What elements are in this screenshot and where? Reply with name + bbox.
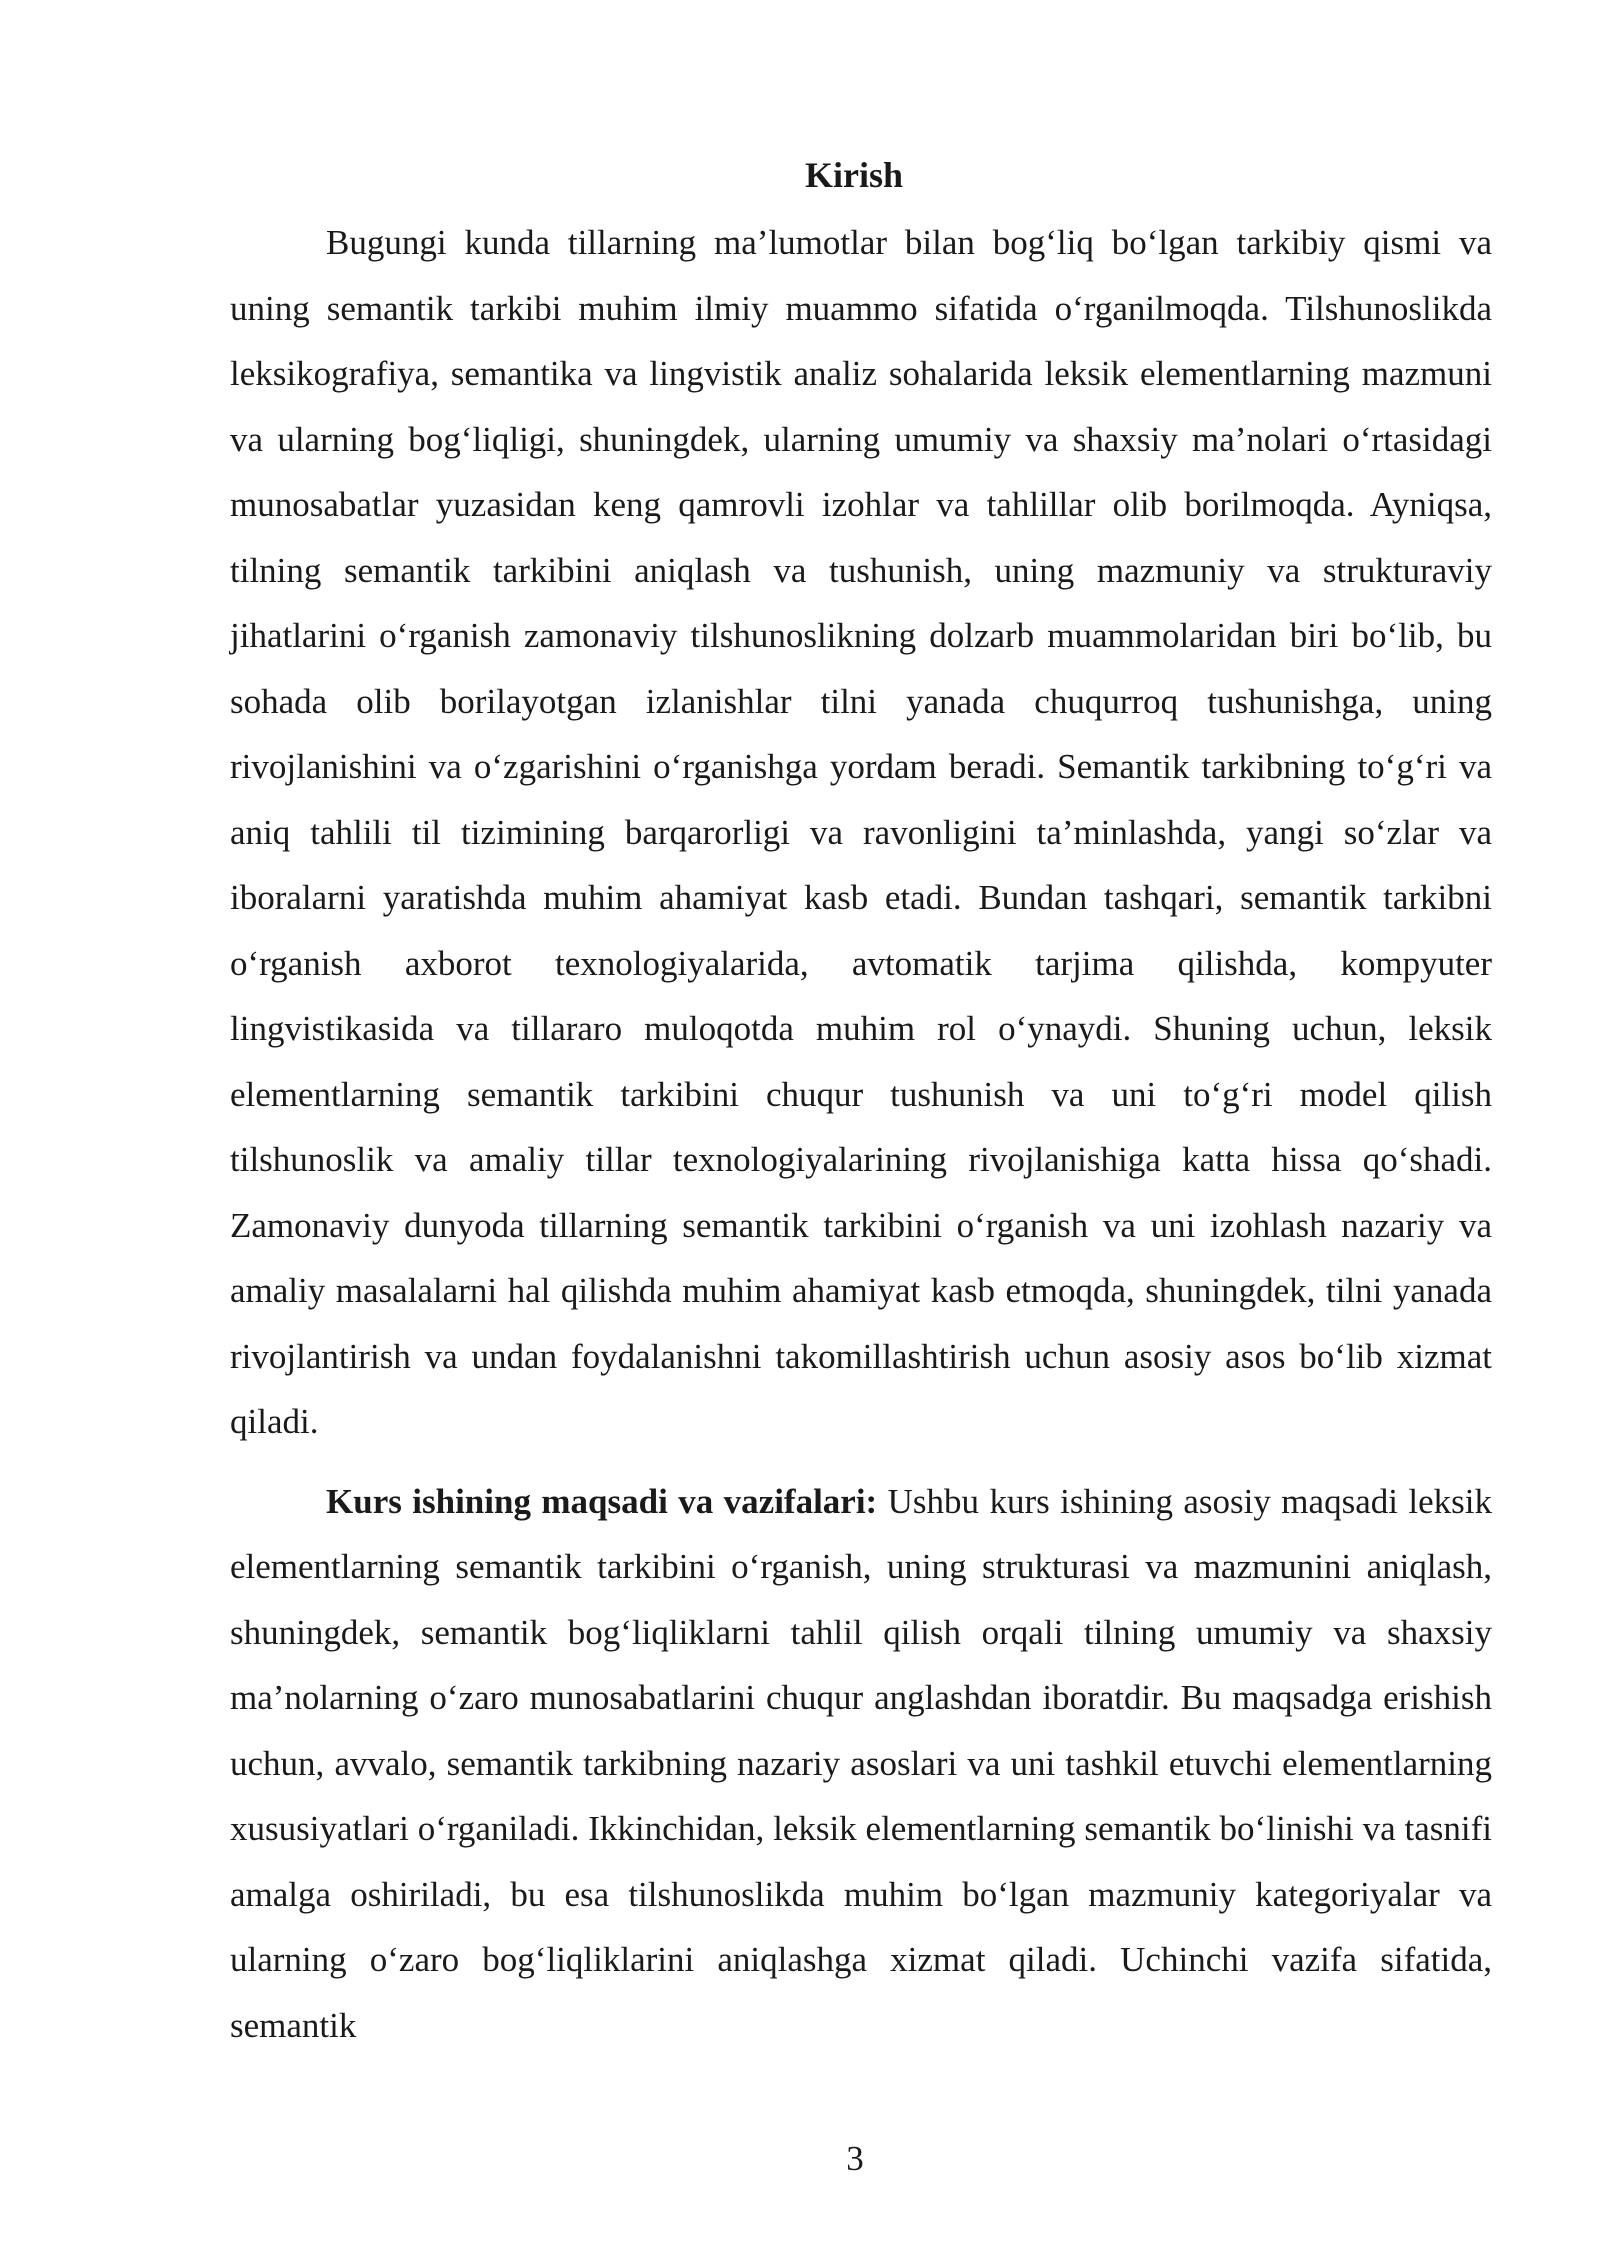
paragraph-introduction: Bugungi kunda tillarning ma’lumotlar bilan bog‘liq bo‘lgan tarkibiy qismi va uning semantik tarkibi muhim ilmiy muammo sifatida o‘rganilmoqda. Tilshunoslikda leksikografiya, semantika va lingvistik analiz sohalarida leksik elementlarning mazmuni va ularning bog‘liqligi, shuningdek, ularning umumiy va shaxsiy ma’nolari o‘rtasidagi munosabatlar yuzasidan keng qamrovli izohlar va tahlillar olib borilmoqda. Ayniqsa, tilning semantik tarkibini aniqlash va tushunish, uning mazmuniy va strukturaviy jihatlarini o‘rganish zamonaviy tilshunoslikning dolzarb muammolaridan biri bo‘lib, bu sohada olib borilayotgan izlanishlar tilni yanada chuqurroq tushunishga, uning rivojlanishini va o‘zgarishini o‘rganishga yordam beradi. Semantik tarkibning to‘g‘ri va aniq tahlili til tizimining barqarorligi va ravonligini ta’minlashda, yangi so‘zlar va iboralarni yaratishda muhim ahamiyat kasb etadi. Bundan tashqari, semantik tarkibni o‘rganish axborot texnologiyalarida, avtomatik tarjima qilishda, kompyuter lingvistikasida va tillararo muloqotda muhim rol o‘ynaydi. Shuning uchun, leksik elementlarning semantik tarkibini chuqur tushunish va uni to‘g‘ri model qilish tilshunoslik va amaliy tillar texnologiyalarining rivojlanishiga katta hissa qo‘shadi. Zamonaviy dunyoda tillarning semantik tarkibini o‘rganish va uni izohlash nazariy va amaliy masalalarni hal qilishda muhim ahamiyat kasb etmoqda, shuningdek, tilni yanada rivojlantirish va undan foydalanishni takomillashtirish uchun asosiy asos bo‘lib xizmat qiladi.: [230, 223, 1492, 1441]
paragraph-goals-text: Ushbu kurs ishining asosiy maqsadi leksik elementlarning semantik tarkibini o‘rganish, uning strukturasi va mazmunini aniqlash, shuningdek, semantik bog‘liqliklarni tahlil qilish orqali tilning umumiy va shaxsiy ma’nolarning o‘zaro munosabatlarini chuqur anglashdan iboratdir. Bu maqsadga erishish uchun, avvalo, semantik tarkibning nazariy asoslari va uni tashkil etuvchi elementlarning xususiyatlari o‘rganiladi. Ikkinchidan, leksik elementlarning semantik bo‘linishi va tasnifi amalga oshiriladi, bu esa tilshunoslikda muhim bo‘lgan mazmuniy kategoriyalar va ularning o‘zaro bog‘liqliklarini aniqlashga xizmat qiladi. Uchinchi vazifa sifatida, semantik: [230, 1481, 1492, 2045]
page-number: 3: [846, 2139, 864, 2178]
paragraph-goals: [230, 1469, 1492, 2059]
body-text: [230, 210, 1492, 2058]
section-heading: Kirish: [804, 155, 903, 195]
paragraph-goals-lead: Kurs ishining maqsadi va vazifalari:: [326, 1481, 878, 1521]
